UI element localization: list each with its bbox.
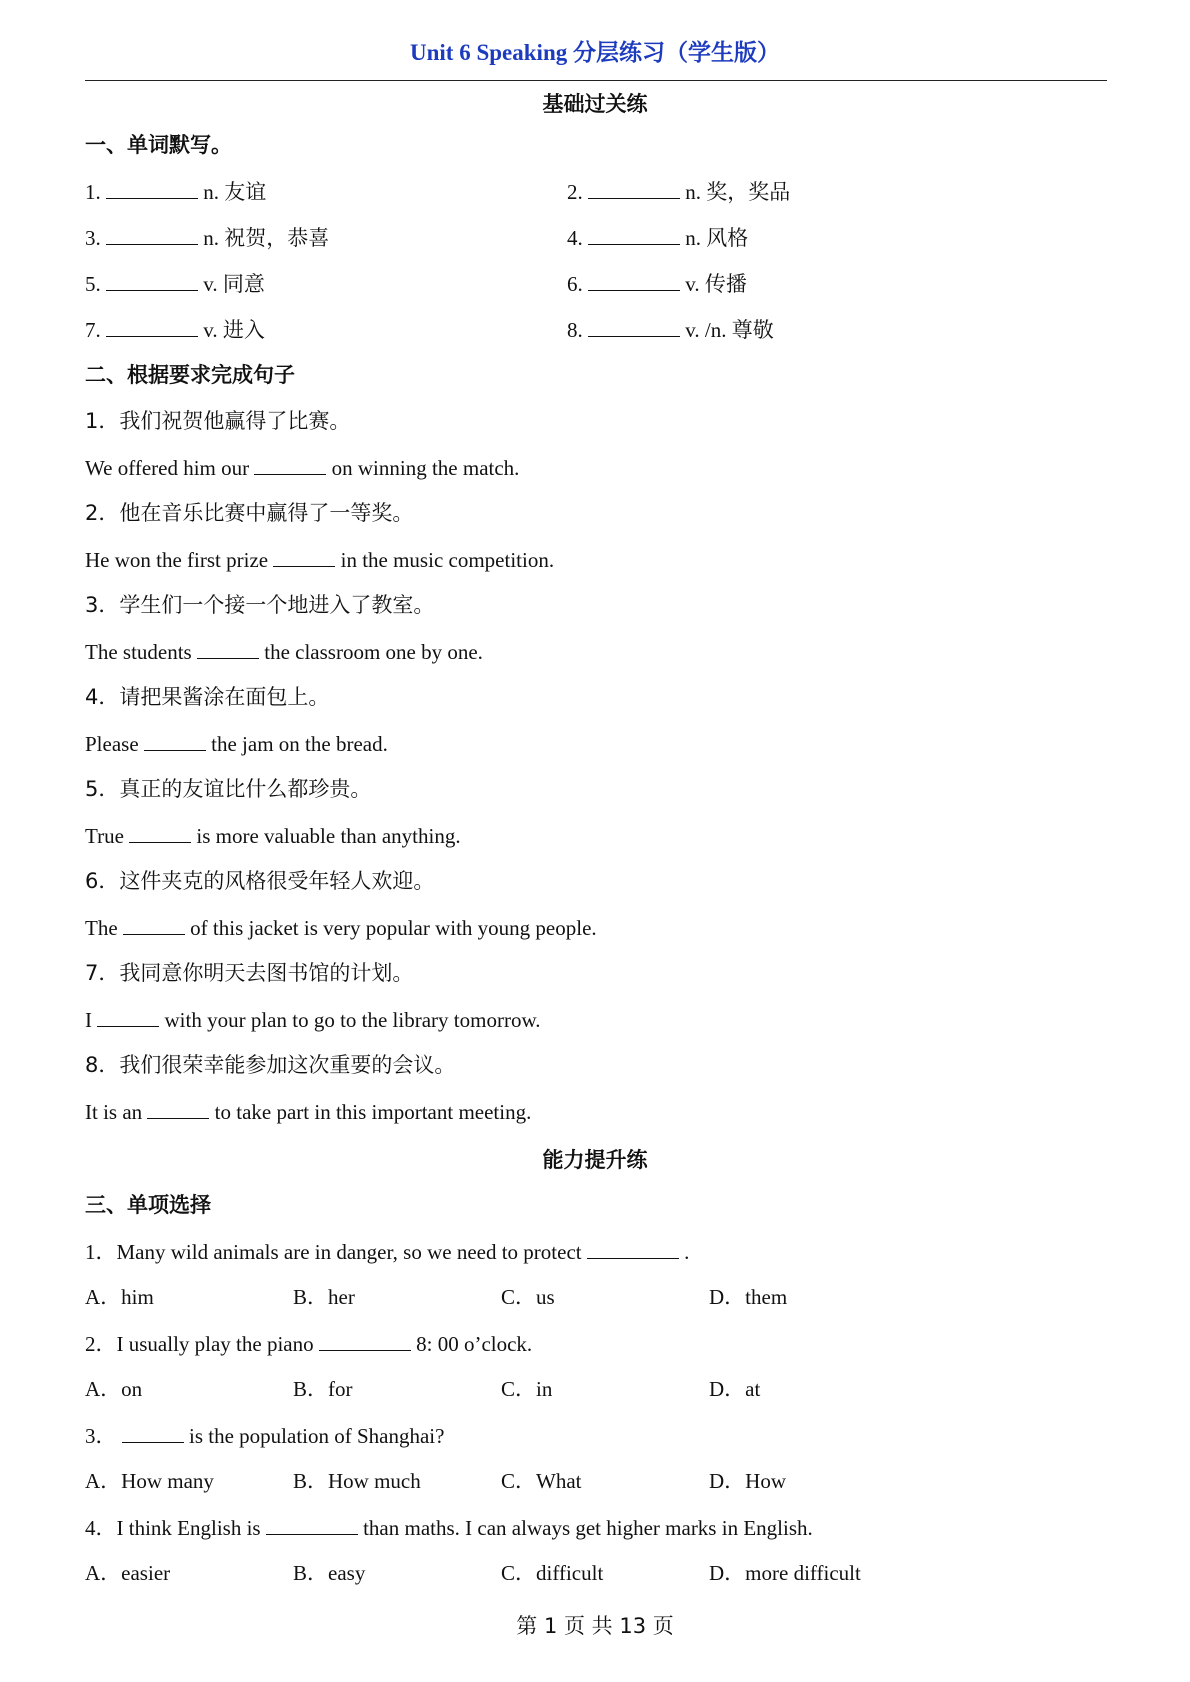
- item-number: 5.: [85, 272, 101, 296]
- part-of-speech: v.: [203, 318, 218, 342]
- part-of-speech: v.: [203, 272, 218, 296]
- sentence-prompt-zh: 6．这件夹克的风格很受年轻人欢迎。: [85, 869, 435, 893]
- answer-blank[interactable]: [587, 1236, 679, 1259]
- question-text: 8: 00 o’clock.: [416, 1332, 533, 1356]
- sentence-text: with your plan to go to the library tomorrow.: [164, 1008, 541, 1032]
- option-a[interactable]: A．easier: [85, 1561, 171, 1585]
- answer-blank[interactable]: [97, 1004, 159, 1027]
- item-number: 6.: [567, 272, 583, 296]
- option-a[interactable]: A．How many: [85, 1469, 214, 1493]
- option-c[interactable]: C．in: [501, 1377, 553, 1401]
- answer-blank[interactable]: [588, 176, 680, 199]
- question-text: 3．: [85, 1424, 117, 1448]
- answer-blank[interactable]: [144, 728, 206, 751]
- sentence-text: Please: [85, 732, 139, 756]
- sentence-prompt-zh: 8．我们很荣幸能参加这次重要的会议。: [85, 1053, 456, 1077]
- mc-question-stem: [85, 1236, 689, 1267]
- answer-blank[interactable]: [273, 544, 335, 567]
- meaning: 传播: [704, 272, 747, 296]
- meaning: 风格: [706, 226, 749, 250]
- answer-blank[interactable]: [588, 268, 680, 291]
- sentence-text: True: [85, 824, 124, 848]
- sentence-prompt-zh: 5．真正的友谊比什么都珍贵。: [85, 777, 372, 801]
- answer-blank[interactable]: [588, 222, 680, 245]
- option-a[interactable]: A．on: [85, 1377, 143, 1401]
- sentence-text: is more valuable than anything.: [196, 824, 461, 848]
- question-text: 1．Many wild animals are in danger, so we need to protect: [85, 1240, 582, 1264]
- meaning: 友谊: [224, 180, 267, 204]
- sentence-answer-line: [85, 820, 461, 851]
- mc-question-stem: [85, 1328, 532, 1359]
- vocab-item: [85, 222, 329, 253]
- sentence-prompt-zh: 3．学生们一个接一个地进入了教室。: [85, 593, 435, 617]
- option-d[interactable]: D．them: [709, 1285, 788, 1309]
- option-c[interactable]: C．difficult: [501, 1561, 604, 1585]
- item-number: 4.: [567, 226, 583, 250]
- option-b[interactable]: B．easy: [293, 1561, 366, 1585]
- sentence-prompt-zh: 4．请把果酱涂在面包上。: [85, 685, 330, 709]
- vocab-item: [567, 222, 748, 253]
- sentence-prompt-zh: 7．我同意你明天去图书馆的计划。: [85, 961, 414, 985]
- sentence-text: on winning the match.: [331, 456, 520, 480]
- vocab-item: [567, 314, 774, 345]
- header-divider: [85, 80, 1107, 81]
- answer-blank[interactable]: [123, 912, 185, 935]
- meaning: 祝贺，恭喜: [224, 226, 330, 250]
- sentence-text: of this jacket is very popular with young people.: [190, 916, 597, 940]
- option-b[interactable]: B．How much: [293, 1469, 421, 1493]
- part-of-speech: n.: [685, 226, 701, 250]
- part-of-speech: n.: [203, 180, 219, 204]
- answer-blank[interactable]: [147, 1096, 209, 1119]
- option-d[interactable]: D．more difficult: [709, 1561, 861, 1585]
- answer-blank[interactable]: [122, 1420, 184, 1443]
- answer-blank[interactable]: [129, 820, 191, 843]
- mc-question-stem: [85, 1420, 444, 1451]
- document-title: Unit 6 Speaking 分层练习（学生版）: [410, 40, 780, 65]
- page-footer: 第 1 页 共 13 页: [516, 1614, 674, 1638]
- sentence-text: We offered him our: [85, 456, 250, 480]
- sentence-prompt-zh: 2．他在音乐比赛中赢得了一等奖。: [85, 501, 414, 525]
- vocab-item: [85, 180, 266, 204]
- part-of-speech: v. /n.: [685, 318, 727, 342]
- option-a[interactable]: A．him: [85, 1285, 154, 1309]
- vocab-item: [85, 268, 265, 299]
- sentence-text: He won the first prize: [85, 548, 269, 572]
- question-text: .: [684, 1240, 690, 1264]
- sentence-answer-line: [85, 912, 597, 943]
- question-text: 2．I usually play the piano: [85, 1332, 314, 1356]
- vocab-item: [567, 176, 790, 207]
- answer-blank[interactable]: [254, 452, 326, 475]
- vocab-row-1: [85, 176, 266, 207]
- answer-blank[interactable]: [197, 636, 259, 659]
- section2-title: 二、根据要求完成句子: [85, 363, 295, 387]
- option-c[interactable]: C．us: [501, 1285, 555, 1309]
- item-number: 7.: [85, 318, 101, 342]
- meaning: 同意: [222, 272, 265, 296]
- vocab-item: [85, 314, 265, 345]
- sentence-prompt-zh: 1．我们祝贺他赢得了比赛。: [85, 409, 351, 433]
- mc-question-stem: [85, 1512, 813, 1543]
- option-b[interactable]: B．for: [293, 1377, 353, 1401]
- sentence-text: The students: [85, 640, 192, 664]
- answer-blank[interactable]: [106, 222, 198, 245]
- part-of-speech: n.: [685, 180, 701, 204]
- section3-title: 三、单项选择: [85, 1193, 211, 1217]
- vocab-item: [567, 268, 747, 299]
- sentence-answer-line: [85, 452, 519, 483]
- meaning: 进入: [222, 318, 265, 342]
- sentence-text: the classroom one by one.: [264, 640, 483, 664]
- part-of-speech: n.: [203, 226, 219, 250]
- sentence-answer-line: [85, 1096, 531, 1127]
- answer-blank[interactable]: [266, 1512, 358, 1535]
- sentence-text: The: [85, 916, 118, 940]
- part-basic-heading: 基础过关练: [542, 92, 648, 116]
- option-b[interactable]: B．her: [293, 1285, 355, 1309]
- part-of-speech: v.: [685, 272, 700, 296]
- sentence-answer-line: [85, 544, 554, 575]
- sentence-text: It is an: [85, 1100, 143, 1124]
- question-text: is the population of Shanghai?: [189, 1424, 445, 1448]
- sentence-answer-line: [85, 1004, 541, 1035]
- section1-title: 一、单词默写。: [85, 133, 232, 157]
- meaning: 尊敬: [731, 318, 774, 342]
- question-text: than maths. I can always get higher marks in English.: [363, 1516, 813, 1540]
- item-number: 8.: [567, 318, 583, 342]
- sentence-text: the jam on the bread.: [211, 732, 388, 756]
- sentence-answer-line: [85, 636, 483, 667]
- answer-blank[interactable]: [106, 314, 198, 337]
- answer-blank[interactable]: [106, 176, 198, 199]
- meaning: 奖，奖品: [706, 180, 791, 204]
- sentence-text: to take part in this important meeting.: [214, 1100, 532, 1124]
- sentence-text: in the music competition.: [340, 548, 555, 572]
- sentence-text: I: [85, 1008, 92, 1032]
- item-number: 1.: [85, 180, 101, 204]
- answer-blank[interactable]: [588, 314, 680, 337]
- item-number: 2.: [567, 180, 583, 204]
- item-number: 3.: [85, 226, 101, 250]
- option-d[interactable]: D．How: [709, 1469, 786, 1493]
- option-c[interactable]: C．What: [501, 1469, 582, 1493]
- question-text: 4．I think English is: [85, 1516, 261, 1540]
- answer-blank[interactable]: [106, 268, 198, 291]
- sentence-answer-line: [85, 728, 388, 759]
- part-advanced-heading: 能力提升练: [542, 1148, 648, 1172]
- answer-blank[interactable]: [319, 1328, 411, 1351]
- option-d[interactable]: D．at: [709, 1377, 761, 1401]
